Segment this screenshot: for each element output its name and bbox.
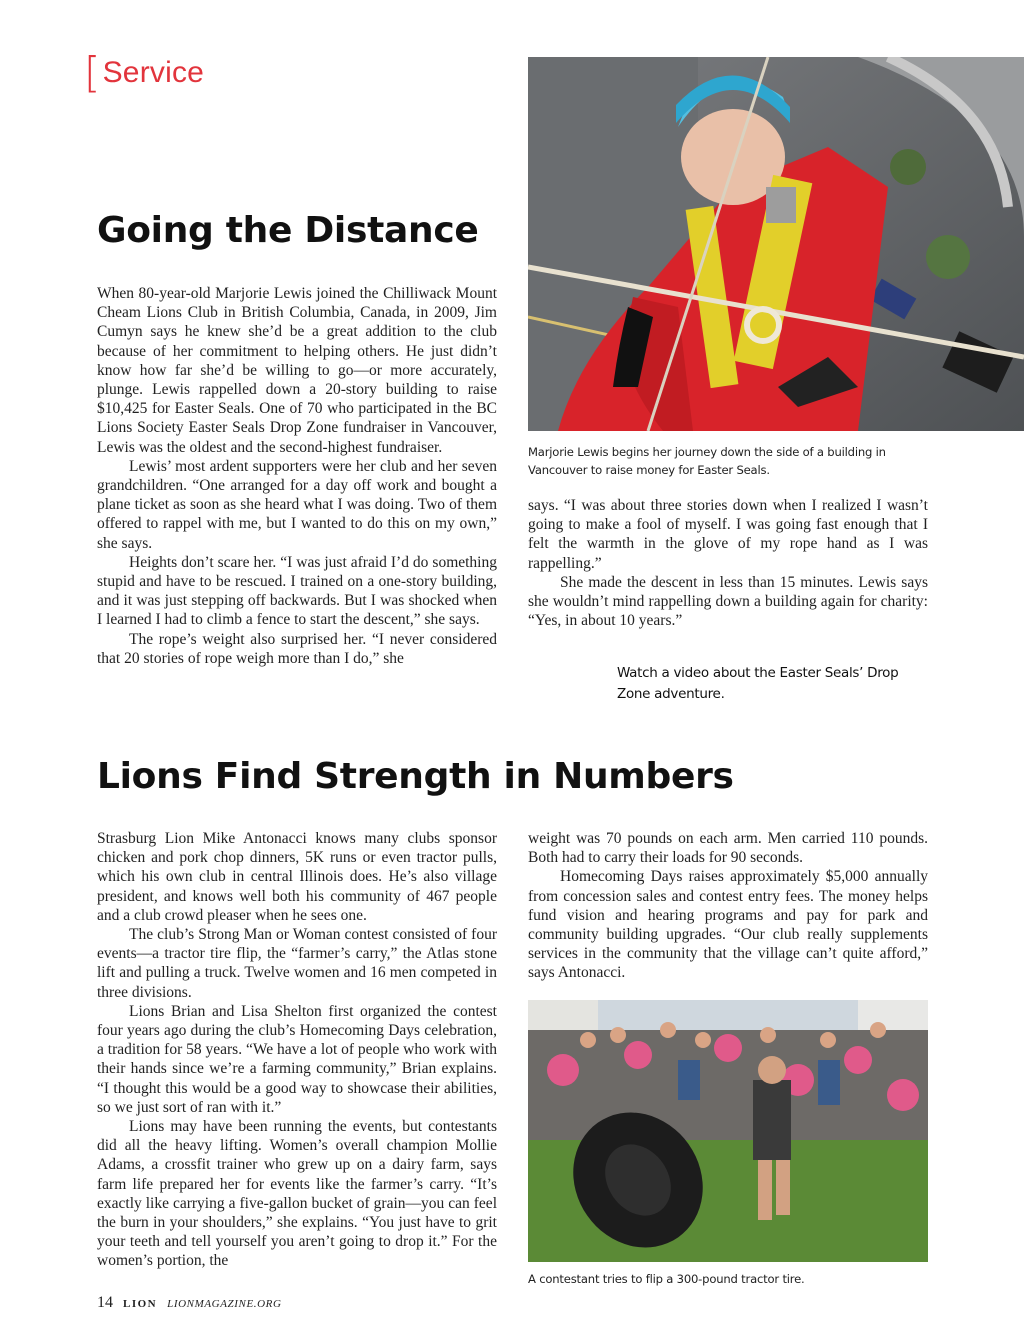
article2-paragraph: Lions may have been running the events, but contestants did all the heavy lifting. Women’s overall champion Mollie Adams, a crossfit trainer who grew up on a dairy farm, says farm life prepared her for events like the farmer’s carry. “It’s exactly like carrying a five-gallon bucket of grain—you can feel the burn in your shoulders,” she explains. “You just have to grit your teeth and tell yourself you aren’t going to drop it.” For the women’s portion, the <box>97 1118 497 1270</box>
rappelling-photo <box>528 57 1024 431</box>
page-footer <box>97 1294 282 1312</box>
article2-paragraph: Lions Brian and Lisa Shelton first organized the contest four years ago during the club’s Homecoming Days celebration, a tradition for 58 years. “We have a lot of people who work with their hands since we’re a farming community,” Brian explains. “I thought this would be a good way to showcase their abilities, so we just sort of ran with it.” <box>97 1002 497 1116</box>
article2-left-column <box>97 829 497 1271</box>
page-number: 14 <box>97 1294 113 1311</box>
article1-paragraph: The rope’s weight also surprised her. “I never considered that 20 stories of rope weigh more than I do,” she <box>97 630 497 667</box>
section-bracket: [ <box>84 48 101 97</box>
article1-paragraph: She made the descent in less than 15 minutes. Lewis says she wouldn’t mind rappelling down a building again for charity: “Yes, in about 10 years.” <box>528 573 928 630</box>
article1-photo-caption: Marjorie Lewis begins her journey down the side of a building in Vancouver to raise money for Easter Seals. <box>528 445 886 477</box>
magazine-brand: LION <box>123 1298 158 1310</box>
article2-paragraph: weight was 70 pounds on each arm. Men carried 110 pounds. Both had to carry their loads for 90 seconds. <box>528 830 928 867</box>
article2-paragraph: The club’s Strong Man or Woman contest consisted of four events—a tractor tire flip, the “farmer’s carry,” the Atlas stone lift and pulling a truck. Twelve women and 16 men competed in three divisions. <box>97 926 497 1001</box>
article1-paragraph: When 80-year-old Marjorie Lewis joined the Chilliwack Mount Cheam Lions Club in British Columbia, Canada, in 2009, Jim Cumyn says he knew she’d be a great addition to the club because of her commitment to helping others. He just didn’t know how far she’d be willing to go—or more accurately, plunge. Lewis rappelled down a 20-story building to raise $10,425 for Easter Seals. One of 70 who participated in the BC Lions Society Easter Seals Drop Zone fundraiser in Vancouver, Lewis was the oldest and the second-highest fundraiser. <box>97 285 497 456</box>
article2-paragraph: Homecoming Days raises approximately $5,000 annually from concession sales and contest entry fees. The money helps fund vision and hearing programs and pay for park and community building upgrades. “Our club really supplements services in the community that the village can’t quite afford,” says Antonacci. <box>528 868 928 982</box>
article1-title: Going the Distance <box>97 210 479 251</box>
article1-right-column <box>528 496 928 630</box>
tire-flip-photo <box>528 1000 928 1262</box>
article1-left-column <box>97 284 497 668</box>
article1-paragraph: Heights don’t scare her. “I was just afraid I’d do something stupid and have to be rescued. I trained on a one-story building, and it was just stepping off backwards. But I was shocked when I learned I had to climb a fence to start the descent,” she says. <box>97 553 497 629</box>
article2-photo-caption: A contestant tries to flip a 300-pound tractor tire. <box>528 1272 805 1286</box>
video-link[interactable]: Watch a video about the Easter Seals’ Drop Zone adventure. <box>617 665 899 702</box>
magazine-site[interactable]: LIONMAGAZINE.ORG <box>167 1298 282 1310</box>
section-label: Service <box>102 56 205 89</box>
section-tag <box>84 48 205 97</box>
article2-paragraph: Strasburg Lion Mike Antonacci knows many clubs sponsor chicken and pork chop dinners, 5K runs or even tractor pulls, which his own club in central Illinois does. He’s also village president, and knows well both his community of 467 people and a club crowd pleaser when he sees one. <box>97 830 497 924</box>
article2-title: Lions Find Strength in Numbers <box>97 756 734 797</box>
article1-paragraph: says. “I was about three stories down when I realized I wasn’t going to make a fool of myself. I was going fast enough that I felt the warmth in the glove of my rope hand as I was rappelling.” <box>528 497 928 572</box>
article1-paragraph: Lewis’ most ardent supporters were her club and her seven grandchildren. “One arranged for a day off work and bought a plane ticket as soon as she heard what I was doing. Two of them offered to rappel with me, but I wanted to do this on my own,” she says. <box>97 457 497 552</box>
article2-right-column <box>528 829 928 983</box>
